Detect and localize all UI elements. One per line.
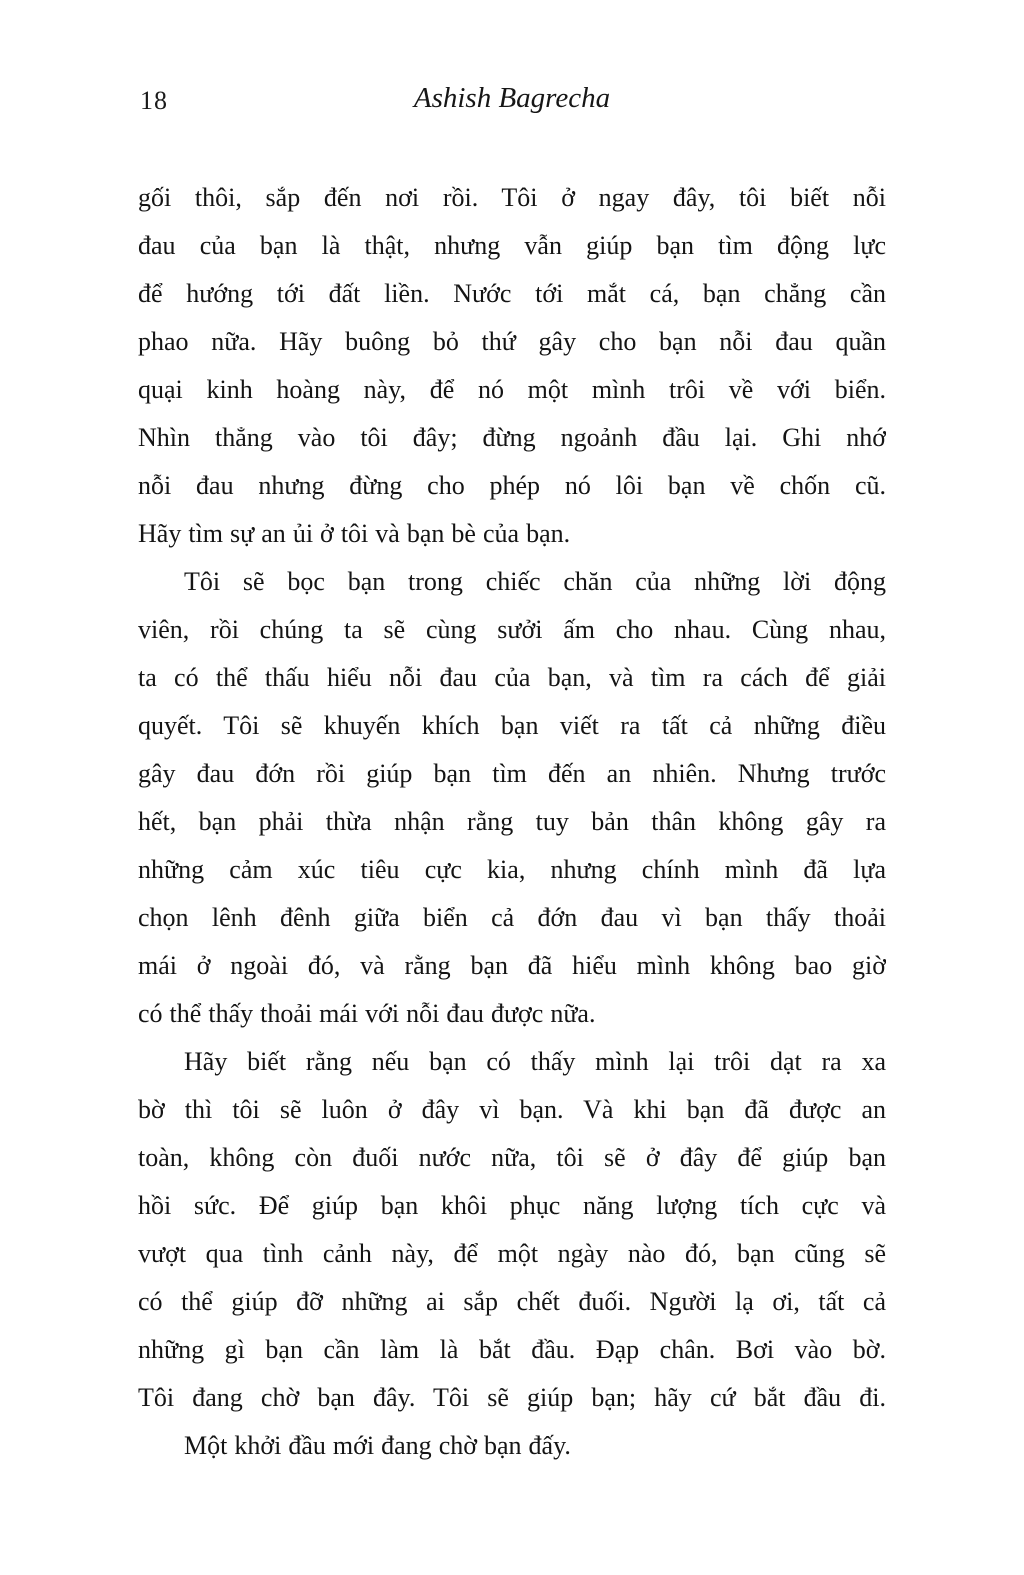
text-line: Tôi đang chờ bạn đây. Tôi sẽ giúp bạn; hãy cứ bắt đầu đi. <box>138 1383 886 1412</box>
text-line: đau của bạn là thật, nhưng vẫn giúp bạn tìm động lực <box>138 231 886 260</box>
paragraph <box>138 558 886 1038</box>
text-line: viên, rồi chúng ta sẽ cùng sưởi ấm cho nhau. Cùng nhau, <box>138 615 886 644</box>
text-line: quyết. Tôi sẽ khuyến khích bạn viết ra tất cả những điều <box>138 711 886 740</box>
running-header <box>138 82 886 124</box>
text-line: có thể giúp đỡ những ai sắp chết đuối. Người lạ ơi, tất cả <box>138 1287 886 1316</box>
body-text <box>138 174 886 1470</box>
text-line: toàn, không còn đuối nước nữa, tôi sẽ ở đây để giúp bạn <box>138 1143 886 1172</box>
text-line: Một khởi đầu mới đang chờ bạn đấy. <box>184 1431 571 1460</box>
text-line: những gì bạn cần làm là bắt đầu. Đạp chân. Bơi vào bờ. <box>138 1335 886 1364</box>
text-line: nỗi đau nhưng đừng cho phép nó lôi bạn về chốn cũ. <box>138 471 886 500</box>
text-line: Hãy biết rằng nếu bạn có thấy mình lại trôi dạt ra xa <box>184 1047 886 1076</box>
running-head-author: Ashish Bagrecha <box>413 82 611 114</box>
text-line: quại kinh hoàng này, để nó một mình trôi về với biển. <box>138 375 886 404</box>
text-line: bờ thì tôi sẽ luôn ở đây vì bạn. Và khi bạn đã được an <box>138 1095 886 1124</box>
text-line: hồi sức. Để giúp bạn khôi phục năng lượng tích cực và <box>138 1191 886 1220</box>
page-number: 18 <box>140 86 168 115</box>
text-line: hết, bạn phải thừa nhận rằng tuy bản thân không gây ra <box>138 807 886 836</box>
text-line: Tôi sẽ bọc bạn trong chiếc chăn của những lời động <box>184 567 886 596</box>
paragraph <box>138 1422 886 1470</box>
text-line: những cảm xúc tiêu cực kia, nhưng chính mình đã lựa <box>138 855 886 884</box>
text-line: gối thôi, sắp đến nơi rồi. Tôi ở ngay đây, tôi biết nỗi <box>138 183 886 212</box>
text-line: Nhìn thẳng vào tôi đây; đừng ngoảnh đầu lại. Ghi nhớ <box>138 423 886 452</box>
text-line: gây đau đớn rồi giúp bạn tìm đến an nhiên. Nhưng trước <box>138 759 886 788</box>
paragraph <box>138 1038 886 1422</box>
text-line: có thể thấy thoải mái với nỗi đau được nữa. <box>138 999 596 1028</box>
text-line: chọn lênh đênh giữa biển cả đớn đau vì bạn thấy thoải <box>138 903 886 932</box>
text-line: vượt qua tình cảnh này, để một ngày nào đó, bạn cũng sẽ <box>138 1239 886 1268</box>
text-line: Hãy tìm sự an ủi ở tôi và bạn bè của bạn. <box>138 519 571 548</box>
text-line: ta có thể thấu hiểu nỗi đau của bạn, và tìm ra cách để giải <box>138 663 886 692</box>
text-line: phao nữa. Hãy buông bỏ thứ gây cho bạn nỗi đau quần <box>138 327 886 356</box>
text-line: mái ở ngoài đó, và rằng bạn đã hiểu mình không bao giờ <box>138 951 886 980</box>
text-line: để hướng tới đất liền. Nước tới mắt cá, bạn chẳng cần <box>138 279 886 308</box>
paragraph <box>138 174 886 558</box>
